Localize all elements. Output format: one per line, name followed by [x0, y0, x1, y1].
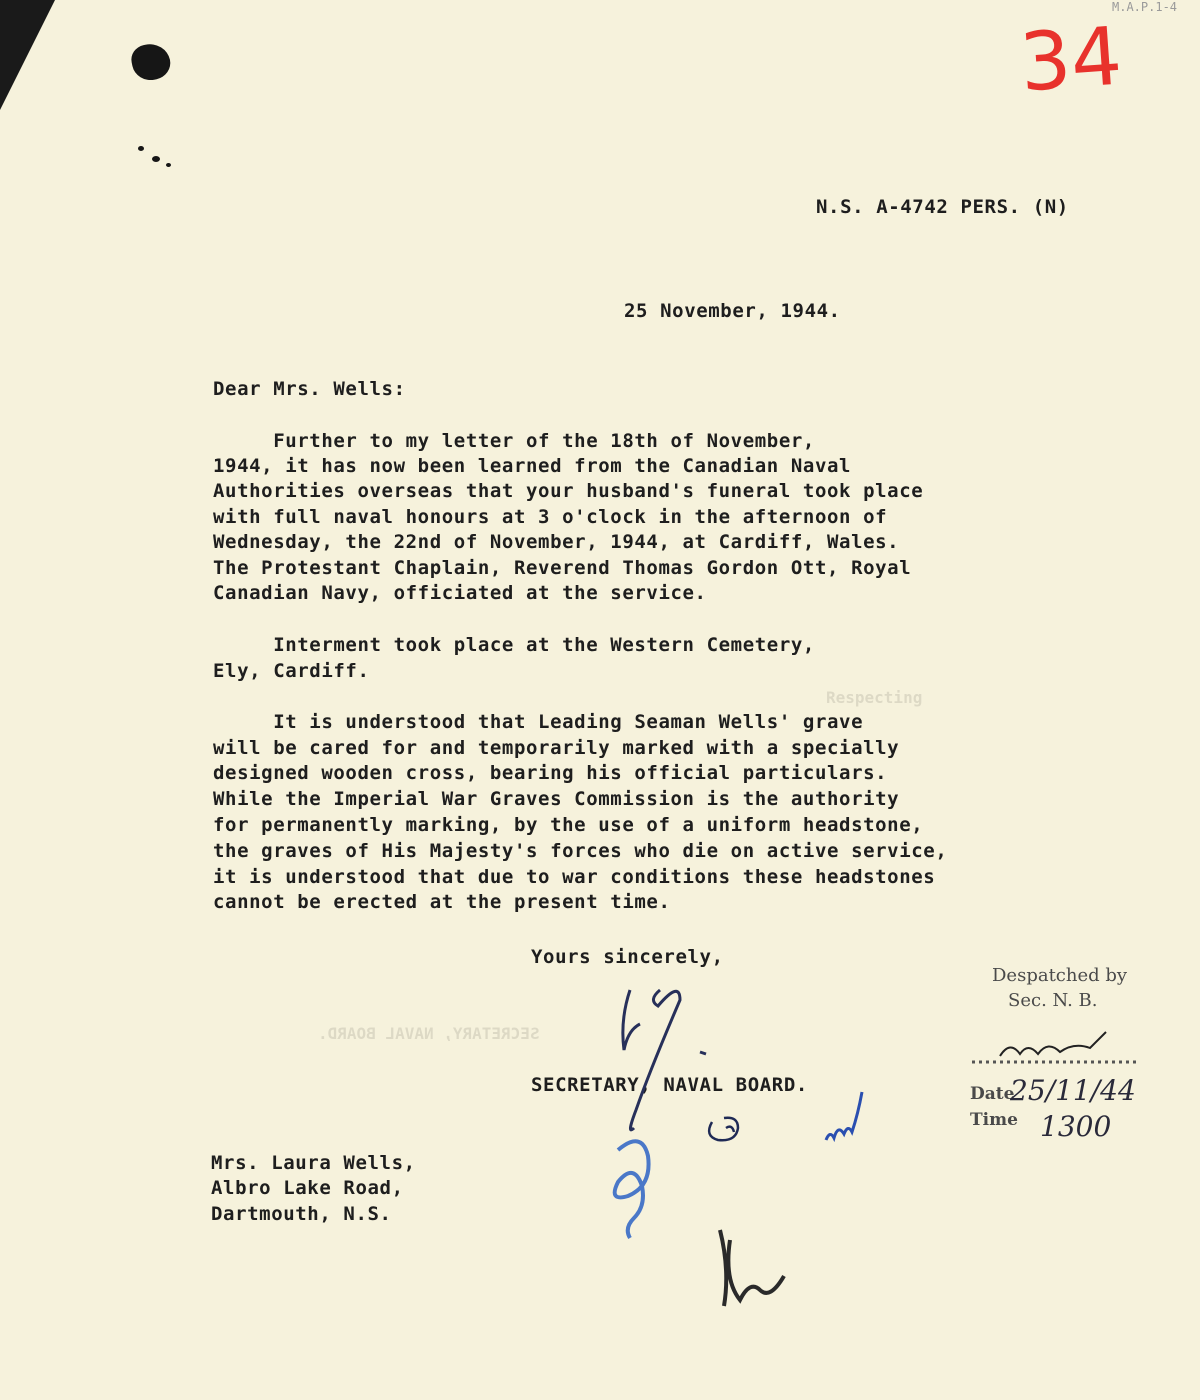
salutation: Dear Mrs. Wells:: [213, 378, 406, 400]
address-line: Albro Lake Road,: [211, 1177, 404, 1199]
punch-hole: [129, 40, 174, 83]
paragraph-line: While the Imperial War Graves Commission is the authority: [213, 788, 900, 810]
paragraph-line: for permanently marking, by the use of a uniform headstone,: [213, 814, 924, 836]
blue-scribble-mark: [615, 1141, 649, 1238]
paragraph-line: the graves of His Majesty's forces who die on active service,: [213, 840, 948, 862]
paragraph-line: Canadian Navy, officiated at the service.: [213, 582, 707, 604]
paragraph-line: It is understood that Leading Seaman Wells' grave: [213, 711, 864, 733]
stamp-date-value: 25/11/44: [1010, 1074, 1136, 1107]
stamp-time-value: 1300: [1040, 1110, 1112, 1143]
paragraph-line: Authorities overseas that your husband's funeral took place: [213, 480, 924, 502]
blue-initials-mark: [826, 1092, 862, 1140]
paragraph-line: The Protestant Chaplain, Reverend Thomas Gordon Ott, Royal: [213, 557, 912, 579]
paragraph-line: Interment took place at the Western Cemetery,: [213, 634, 815, 656]
archive-corner-code: M.A.P.1-4: [1112, 0, 1178, 14]
bleed-through-text: SECRETARY, NAVAL BOARD.: [318, 1024, 540, 1043]
stamp-line: Sec. N. B.: [1008, 990, 1098, 1011]
paragraph-line: 1944, it has now been learned from the Canadian Naval: [213, 455, 852, 477]
paragraph-line: Further to my letter of the 18th of November,: [213, 430, 815, 452]
paper-tear-mark: [166, 163, 171, 167]
paper-tear-mark: [152, 156, 160, 162]
reference-number: N.S. A-4742 PERS. (N): [816, 196, 1069, 218]
address-line: Dartmouth, N.S.: [211, 1203, 392, 1225]
pencil-initials-mark: [720, 1230, 784, 1306]
letter-date: 25 November, 1944.: [624, 300, 841, 322]
paragraph-line: with full naval honours at 3 o'clock in the afternoon of: [213, 506, 888, 528]
paragraph-line: cannot be erected at the present time.: [213, 891, 671, 913]
paragraph-line: Ely, Cardiff.: [213, 660, 370, 682]
signature-title: SECRETARY, NAVAL BOARD.: [531, 1074, 808, 1096]
bleed-through-text: Respecting: [826, 688, 923, 707]
stamp-line: Despatched by: [992, 965, 1128, 986]
stamp-date-label: Date: [970, 1084, 1015, 1104]
scan-edge-corner: [0, 0, 55, 110]
paper-tear-mark: [138, 146, 144, 151]
paragraph-line: designed wooden cross, bearing his official particulars.: [213, 762, 888, 784]
signature-mark: [623, 990, 706, 1130]
closing: Yours sincerely,: [531, 946, 724, 968]
paragraph-line: Wednesday, the 22nd of November, 1944, at Cardiff, Wales.: [213, 531, 900, 553]
address-line: Mrs. Laura Wells,: [211, 1152, 416, 1174]
stamp-initials-mark: [1000, 1032, 1106, 1056]
stamp-time-label: Time: [970, 1110, 1018, 1130]
paragraph-line: will be cared for and temporarily marked with a specially: [213, 737, 900, 759]
page-number-annotation: 34: [1016, 9, 1125, 110]
paragraph-line: it is understood that due to war conditions these headstones: [213, 866, 936, 888]
initials-mark: [709, 1118, 738, 1141]
